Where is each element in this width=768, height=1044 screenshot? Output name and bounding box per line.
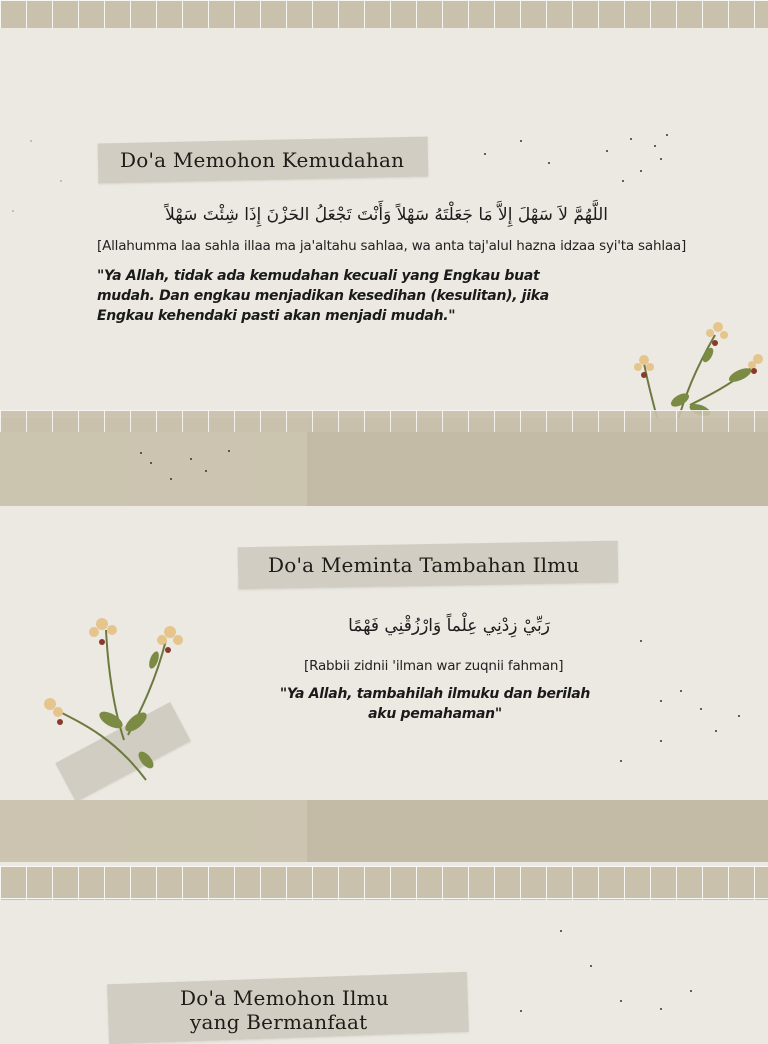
flower-illustration [36, 610, 196, 800]
section-title-line2: yang Bermanfaat [190, 1010, 368, 1034]
section-title: Do'a Memohon Kemudahan [120, 148, 405, 172]
grid-strip [0, 410, 768, 432]
transliteration: [Rabbii zidnii 'ilman war zuqnii fahman] [304, 658, 564, 674]
section-title: Do'a Meminta Tambahan Ilmu [268, 553, 580, 577]
arabic-prayer: رَبِّيْ زِدْنِي عِلْماً وَارْزُقْنِي فَهْمًا [348, 616, 550, 636]
grid-strip [0, 866, 768, 900]
meaning-text: "Ya Allah, tambahilah ilmuku dan berilah aku pemahaman" [279, 686, 591, 722]
meaning-text: "Ya Allah, tidak ada kemudahan kecuali yang Engkau buat mudah. Dan engkau menjadikan kesedihan (kesulitan), jika Engkau kehendaki pasti akan menjadi mudah." [97, 268, 549, 324]
top-grid-band [0, 0, 768, 28]
section-title-line1: Do'a Memohon Ilmu [180, 986, 389, 1010]
arabic-prayer: اللَّهُمَّ لاَ سَهْلَ إِلاَّ مَا جَعَلْتَهُ سَهْلاً وَأَنْتَ تَجْعَلُ الحَزْنَ إِذَا شِئْتَ سَهْلاً [165, 205, 608, 225]
transliteration: [Allahumma laa sahla illaa ma ja'altahu sahlaa, wa anta taj'alul hazna idzaa syi'ta sahlaa] [97, 238, 687, 254]
paper-band [0, 800, 768, 862]
